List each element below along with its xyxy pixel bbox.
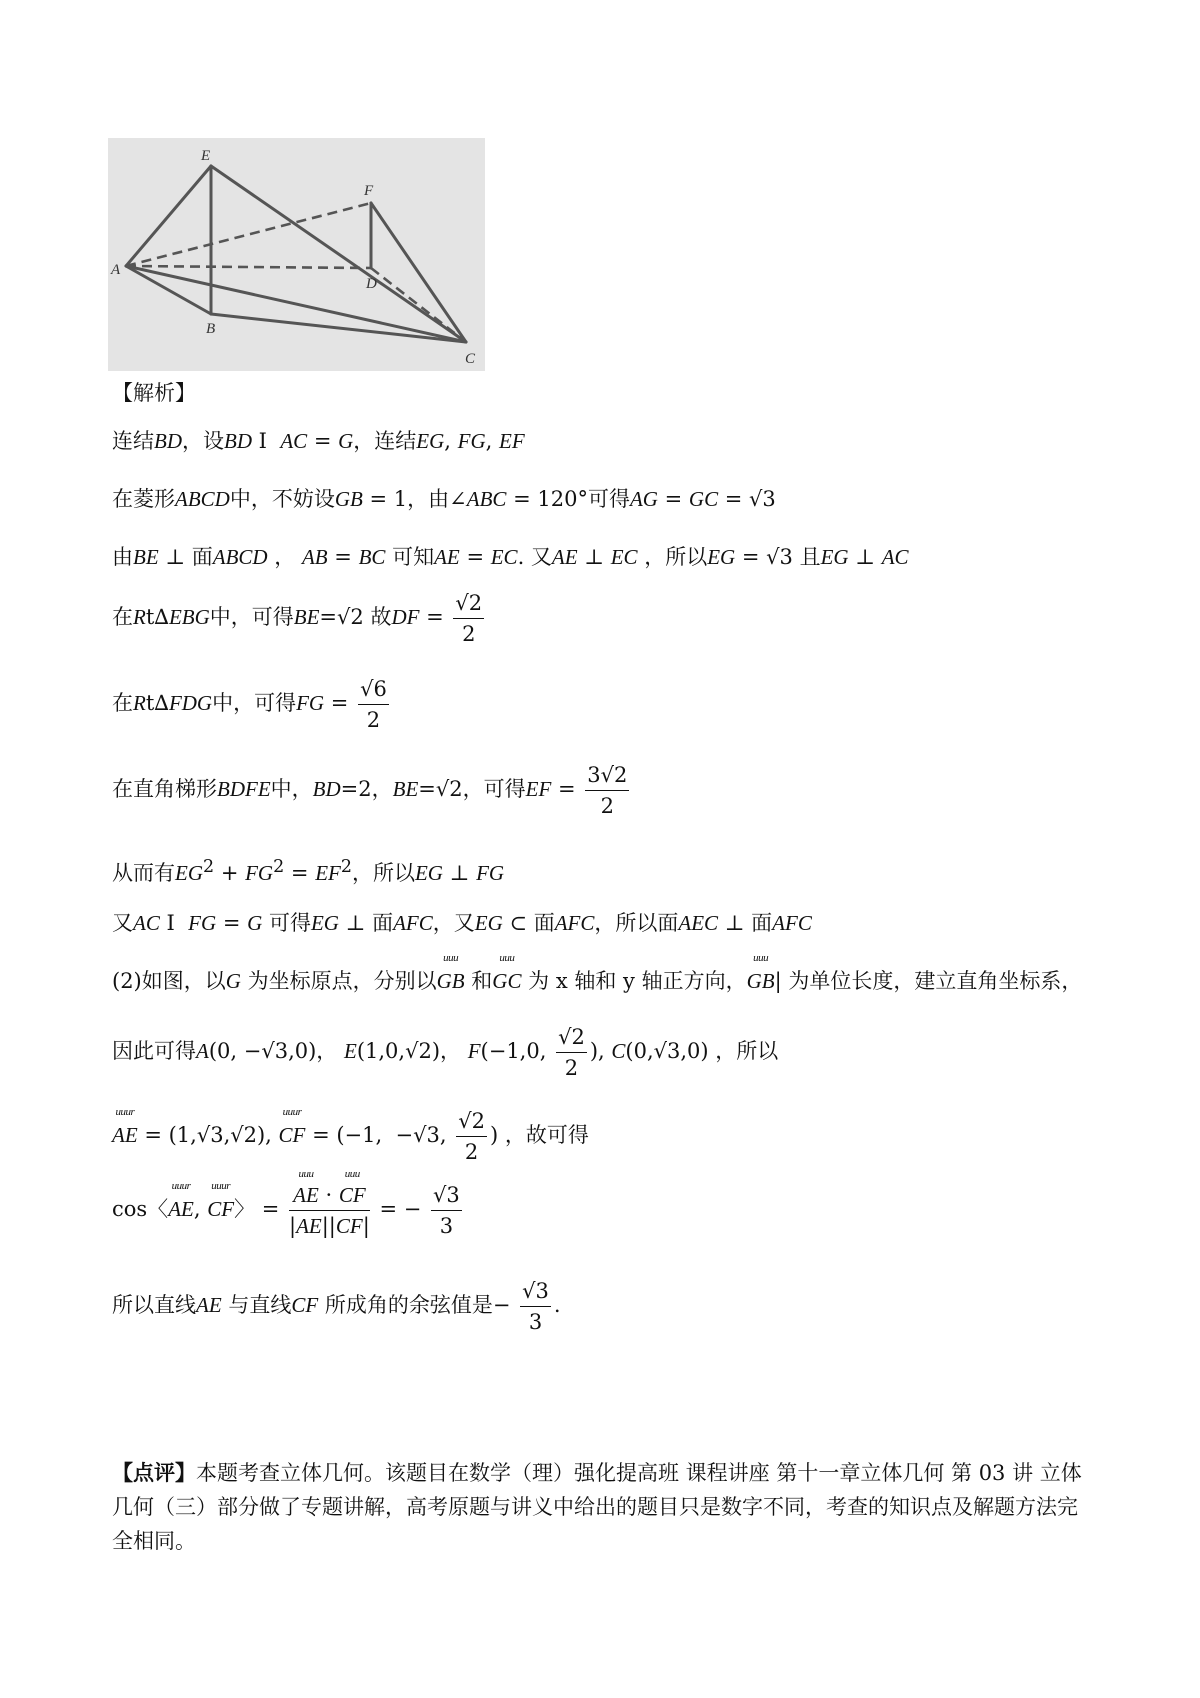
text: ，所以	[351, 861, 415, 885]
text: ，所以	[715, 1039, 779, 1063]
solution-line-1: 连结BD，设BD I AC = G，连结EG, FG, EF	[112, 429, 525, 453]
label-C: C	[465, 351, 476, 367]
review-paragraph	[112, 1456, 1092, 1558]
solution-line-12: cos〈 uuur AE, uuur CF〉 = uuu AE · uuu CF |AE||CF| = − $\frac{√3}{3}$	[112, 1168, 460, 1238]
solution-line-13: 所以直线AE 与直线CF 所成角的余弦值是− $\frac{√3}{3}$ .	[112, 1279, 561, 1334]
solution-line-7: 从而有$EG^2 + FG^2 = EF^2$，所以EG ⊥ FG	[112, 857, 505, 885]
text: 又	[112, 911, 133, 935]
text: 面	[751, 911, 773, 935]
text: 在	[112, 691, 133, 715]
text: ，	[274, 545, 296, 569]
text: 故	[370, 605, 392, 629]
text: 在菱形	[112, 487, 175, 511]
text: 在直角梯形	[112, 777, 217, 801]
text: 从而有	[112, 861, 175, 885]
solution-line-10: 因此可得A(0, −√3,0)， E(1,0,√2)， F(−1,0, $\frac{√2}{2}$ ), C(0,√3,0) ，所以	[112, 1025, 779, 1080]
text: 面	[372, 911, 394, 935]
text: ，又	[432, 911, 475, 935]
solution-line-3: 由BE ⊥ 面ABCD ， AB = BC 可知AE = EC. 又AE ⊥ EC ，所以EG = √3 且EG ⊥ AC	[112, 545, 909, 569]
text: 在	[112, 605, 133, 629]
text: ，所以	[644, 545, 708, 569]
solution-line-2: 在菱形ABCD中，不妨设GB = 1，由∠ABC = 120°可得AG = GC = √3	[112, 487, 776, 511]
text: 为单位长度，建立直角坐标系，	[788, 969, 1083, 993]
text: 与直线	[228, 1293, 292, 1317]
solution-line-11: uuur AE = (1,√3,√2), uuur CF = (−1, −√3, $\frac{√2}{2}$ ) ，故可得	[112, 1106, 589, 1164]
text: 所以直线	[112, 1293, 196, 1317]
text: 可得	[587, 487, 630, 511]
text: ，连结	[353, 429, 417, 453]
text: 可知	[392, 545, 435, 569]
solution-line-8: 又AC I FG = G 可得EG ⊥ 面AFC，又EG ⊂ 面AFC，所以面AEC ⊥ 面AFC	[112, 911, 812, 935]
text: ，	[371, 777, 393, 801]
text: ，故可得	[504, 1123, 589, 1147]
geometry-figure	[108, 138, 485, 371]
review-label: 【点评】	[112, 1460, 196, 1485]
text: . 又	[517, 545, 552, 569]
text: ，由	[407, 487, 450, 511]
figure-background	[108, 138, 485, 371]
text: 所成角的余弦值是	[324, 1293, 493, 1317]
text: 由	[112, 545, 133, 569]
label-A: A	[111, 262, 121, 278]
text: 和	[471, 969, 493, 993]
text: 面	[191, 545, 213, 569]
text: 为坐标原点，分别以	[247, 969, 437, 993]
label-F: F	[364, 183, 374, 199]
solution-line-5: 在Rt∆FDG中，可得FG = $\frac{√6}{2}$	[112, 677, 387, 732]
text: 中，不妨设	[229, 487, 335, 511]
text: 可得	[268, 911, 311, 935]
text: 中，	[270, 777, 313, 801]
text: 且	[799, 545, 821, 569]
review-text: 本题考查立体几何。该题目在数学（理）强化提高班 课程讲座 第十一章立体几何 第 03 讲 立体几何（三）部分做了专题讲解，高考原题与讲义中给出的题目只是数字不同，考查的知识点及解题方法完全相同。	[112, 1461, 1082, 1553]
text: 连结	[112, 429, 154, 453]
text: ，设	[182, 429, 224, 453]
text: ，可得	[462, 777, 526, 801]
solution-line-9: (2)如图，以G 为坐标原点，分别以 uuu GB 和 uuu GC 为 x 轴和 y 轴正方向， uuu GB| 为单位长度，建立直角坐标系，	[112, 952, 1083, 993]
section-heading: 【解析】	[112, 381, 196, 405]
text: (2)如图，以	[112, 969, 226, 993]
text: 中，可得	[212, 691, 297, 715]
solution-line-6: 在直角梯形BDFE中，BD=2，BE=√2，可得EF = $\frac{3√2}{2}$	[112, 763, 628, 818]
text: 面	[533, 911, 555, 935]
text: 为 x 轴和 y 轴正方向，	[528, 969, 747, 993]
text: ，所以面	[594, 911, 679, 935]
text: 中，可得	[209, 605, 294, 629]
label-B: B	[206, 321, 216, 337]
label-D: D	[366, 276, 377, 292]
solution-line-4: 在Rt∆EBG中，可得BE=√2 故DF = $\frac{√2}{2}$	[112, 591, 483, 646]
text: 因此可得	[112, 1039, 196, 1063]
label-E: E	[201, 148, 211, 164]
